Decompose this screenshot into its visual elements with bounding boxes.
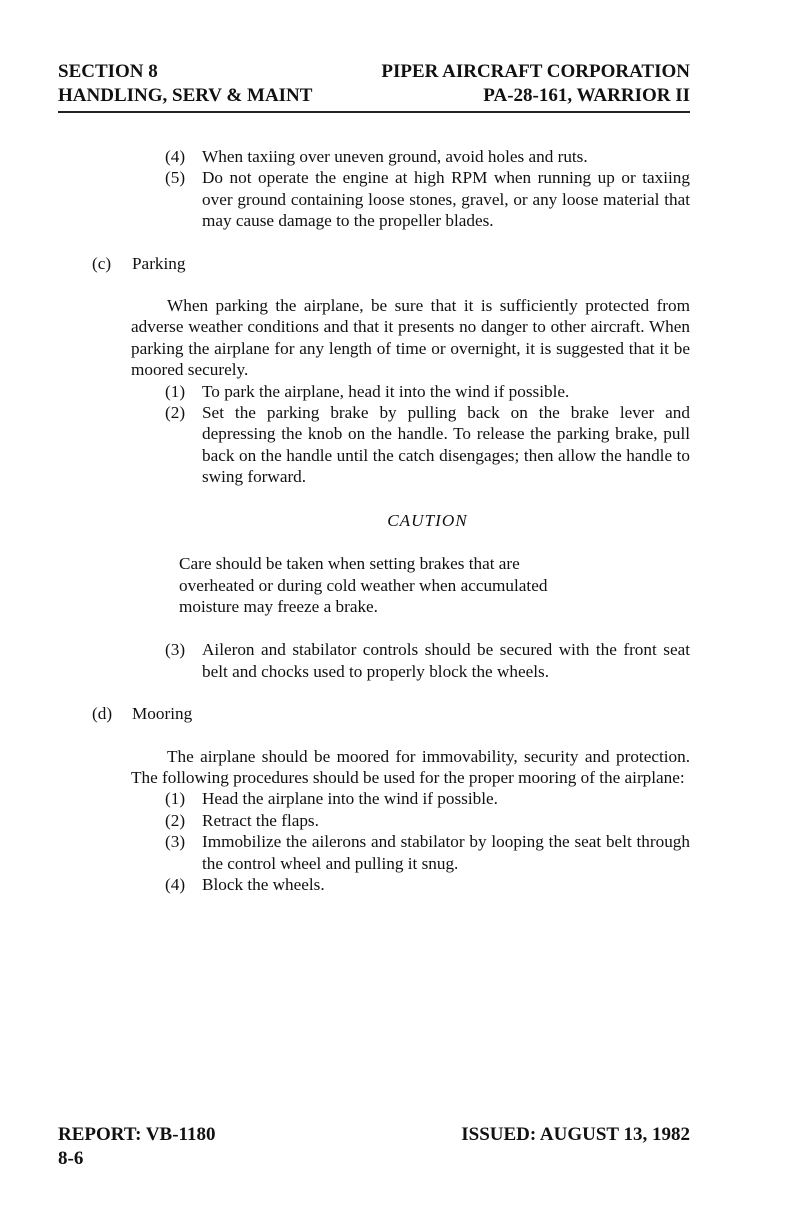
item-number: (2) (165, 810, 186, 830)
list-item (165, 788, 690, 809)
item-number: (3) (165, 832, 186, 852)
page-body (58, 146, 690, 895)
header-rule (58, 111, 690, 113)
list-item (165, 146, 690, 167)
subsection-title: Parking (132, 253, 186, 273)
item-number: (1) (165, 789, 186, 809)
item-text: Block the wheels. (202, 874, 325, 894)
section-title: HANDLING, SERV & MAINT (58, 85, 313, 106)
section-number: SECTION 8 (58, 61, 158, 82)
aircraft-model: PA-28-161, WARRIOR II (483, 85, 690, 106)
item-number: (1) (165, 381, 186, 401)
page-footer (58, 1123, 690, 1171)
item-text: Head the airplane into the wind if possible. (202, 789, 498, 809)
list-item (165, 810, 690, 831)
list-item (165, 874, 690, 895)
item-text: To park the airplane, head it into the wind if possible. (202, 381, 570, 401)
page-header (58, 60, 690, 108)
item-text: Do not operate the engine at high RPM when running up or taxiing over ground containing loose stones, gravel, or any loose material that may cause damage to the propeller blades. (202, 168, 690, 231)
subsection-title: Mooring (132, 704, 193, 724)
subsection-label: (d) (92, 704, 113, 724)
list-item (165, 639, 690, 682)
subsection-label: (c) (92, 253, 112, 273)
item-number: (4) (165, 147, 186, 166)
item-number: (2) (165, 403, 186, 423)
page-number: 8-6 (58, 1148, 84, 1169)
item-text: Aileron and stabilator controls should be secured with the front seat belt and chocks used to properly block the wheels. (202, 640, 690, 681)
item-number: (3) (165, 640, 186, 660)
list-item (165, 831, 690, 874)
item-number: (5) (165, 168, 186, 188)
list-item (165, 402, 690, 488)
item-text: Set the parking brake by pulling back on the brake lever and depressing the knob on the handle. To release the parking brake, pull back on the handle until the catch disengages; then allow the handle to swing forward. (202, 403, 690, 487)
caution-title: CAUTION (387, 510, 468, 530)
subsection-heading-parking (92, 253, 690, 274)
list-item (165, 167, 690, 231)
mooring-intro: The airplane should be moored for immovability, security and protection. The following procedures should be used for the proper mooring of the airplane: (131, 746, 690, 787)
company-name: PIPER AIRCRAFT CORPORATION (381, 61, 690, 82)
report-number: REPORT: VB-1180 (58, 1124, 216, 1145)
item-number: (4) (165, 874, 186, 894)
list-item (165, 381, 690, 402)
issue-date: ISSUED: AUGUST 13, 1982 (461, 1124, 690, 1145)
item-text: When taxiing over uneven ground, avoid holes and ruts. (202, 147, 588, 166)
item-text: Retract the flaps. (202, 810, 319, 830)
parking-intro: When parking the airplane, be sure that it is sufficiently protected from adverse weather conditions and that it presents no danger to other aircraft. When parking the airplane for any length of time or overnight, it is suggested that it be moored securely. (131, 296, 690, 380)
subsection-heading-mooring (92, 703, 690, 724)
caution-text: Care should be taken when setting brakes that are overheated or during cold weather when accumulated moisture may freeze a brake. (179, 554, 548, 616)
item-text: Immobilize the ailerons and stabilator by looping the seat belt through the control wheel and pulling it snug. (202, 832, 690, 873)
